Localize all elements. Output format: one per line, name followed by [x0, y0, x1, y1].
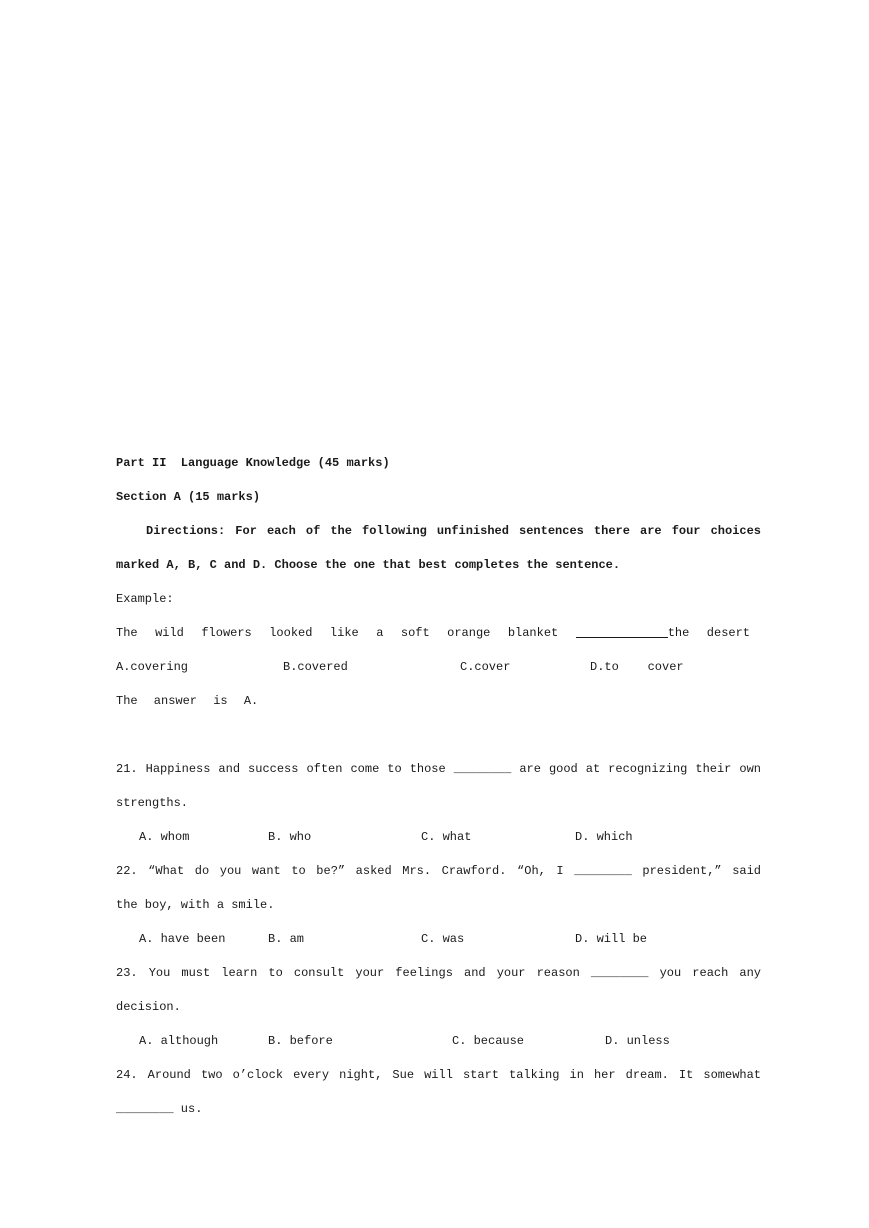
question-21-option-a: A. whom [139, 830, 190, 844]
example-option-c: C.cover [460, 660, 511, 674]
question-23-option-c: C. because [452, 1034, 525, 1048]
question-23-option-d: D. unless [605, 1034, 670, 1048]
question-22-option-c: C. was [421, 932, 465, 946]
question-21-line-2: strengths. [116, 796, 189, 810]
question-23-option-a: A. although [139, 1034, 219, 1048]
example-options [116, 650, 761, 684]
example-sentence [116, 616, 750, 650]
part-title: Part II Language Knowledge (45 marks) [116, 456, 390, 470]
question-21-line-1: 21. Happiness and success often come to those ________ are good at recognizing their own [116, 762, 761, 776]
question-21-options [116, 820, 761, 854]
question-23-line-2: decision. [116, 1000, 181, 1014]
question-23-options [116, 1024, 761, 1058]
directions-line-1: Directions: For each of the following unfinished sentences there are four choices [146, 524, 761, 538]
example-option-d: D.to cover [590, 660, 684, 674]
section-content [116, 446, 761, 1126]
question-24-line-1: 24. Around two o’clock every night, Sue will start talking in her dream. It somewhat [116, 1068, 761, 1082]
question-23-line-1: 23. You must learn to consult your feelings and your reason ________ you reach any [116, 966, 761, 980]
example-sentence-after: the desert [667, 626, 750, 640]
example-sentence-before: The wild flowers looked like a soft orange blanket [116, 626, 559, 640]
spacer [116, 718, 761, 752]
question-23-option-b: B. before [268, 1034, 333, 1048]
question-21-option-c: C. what [421, 830, 472, 844]
question-22-option-a: A. have been [139, 932, 226, 946]
example-option-b: B.covered [283, 660, 348, 674]
question-22-option-b: B. am [268, 932, 305, 946]
directions-line-2: marked A, B, C and D. Choose the one that best completes the sentence. [116, 558, 621, 572]
example-answer: The answer is A. [116, 694, 259, 708]
question-22-option-d: D. will be [575, 932, 648, 946]
question-22-line-2: the boy, with a smile. [116, 898, 275, 912]
example-option-a: A.covering [116, 660, 189, 674]
question-21-option-b: B. who [268, 830, 312, 844]
question-21-option-d: D. which [575, 830, 633, 844]
section-title: Section A (15 marks) [116, 490, 261, 504]
question-22-line-1: 22. “What do you want to be?” asked Mrs. Crawford. “Oh, I ________ president,” said [116, 864, 761, 878]
answer-blank [576, 636, 668, 638]
question-22-options [116, 922, 761, 956]
example-label: Example: [116, 592, 174, 606]
question-24-line-2: ________ us. [116, 1102, 203, 1116]
